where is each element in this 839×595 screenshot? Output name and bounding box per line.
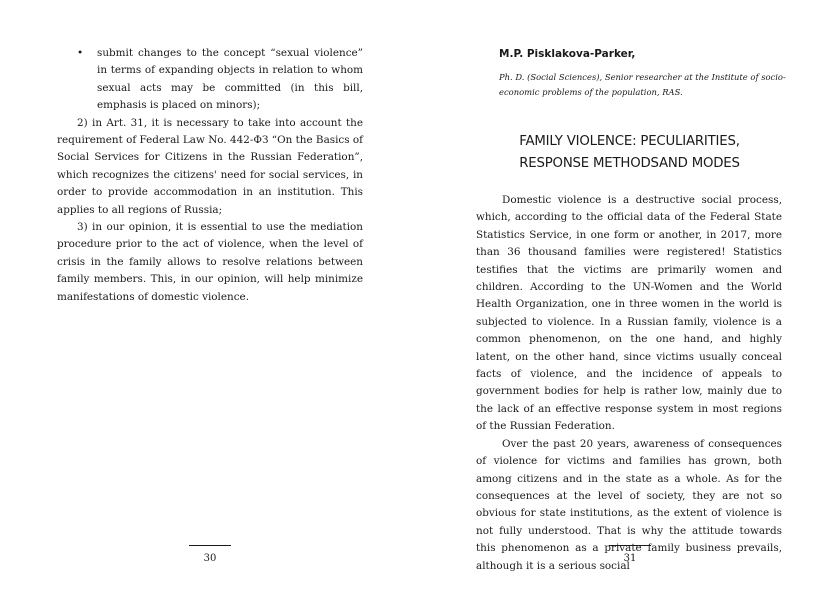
paragraph-item-2: 2) in Art. 31, it is necessary to take into account the requirement of Federal Law No. 442-ФЗ “On the Basics of Social Services for Citizens in the Russian Federation”, which recognizes the citizens' need for social services, in order to provide accommodation in an institution. This applies to all regions of Russia; xyxy=(57,116,363,216)
article-title xyxy=(460,131,799,175)
article-body xyxy=(476,192,782,575)
bullet-icon: • xyxy=(77,47,84,59)
article-title-line-2: RESPONSE METHODSAND MODES xyxy=(519,156,740,171)
article-title-line-1: FAMILY VIOLENCE: PECULIARITIES, xyxy=(519,134,740,149)
article-paragraph: Over the past 20 years, awareness of consequences of violence for victims and families has grown, both among citizens and in the state as a whole. As for the consequences at the level of society, they are not so obvious for state institutions, as the extent of violence is not fully understood. That is why the attitude towards this phenomenon as a private family business prevails, although it is a serious social xyxy=(476,437,782,572)
page-number: 30 xyxy=(203,553,217,564)
footer-rule xyxy=(189,545,231,546)
bullet-item xyxy=(57,45,363,115)
bullet-text: submit changes to the concept “sexual violence” in terms of expanding objects in relation to whom sexual acts may be committed (in this bill, emphasis is placed on minors); xyxy=(97,47,363,112)
article-paragraph: Domestic violence is a destructive social process, which, according to the official data of the Federal State Statistics Service, in one form or another, in 2017, more than 36 thousand families were registered! Statistics testifies that the victims are primarily women and children. According to the UN-Women and the World Health Organization, one in three women in the world is subjected to violence. In a Russian family, violence is a common phenomenon, on the one hand, and highly latent, on the other hand, since victims usually conceal facts of violence, and the incidence of appeals to government bodies for help is rather low, mainly due to the lack of an effective response system in most regions of the Russian Federation. xyxy=(476,194,782,433)
paragraph-item-3: 3) in our opinion, it is essential to use the mediation procedure prior to the act of violence, when the level of crisis in the family allows to resolve relations between family members. This, in our opinion, will help minimize manifestations of domestic violence. xyxy=(57,221,363,303)
left-page xyxy=(0,0,419,595)
author-affiliation: Ph. D. (Social Sciences), Senior researcher at the Institute of socio-economic problems of the population, RAS. xyxy=(499,72,786,97)
page-number: 31 xyxy=(623,553,637,564)
left-page-body xyxy=(57,45,363,306)
right-page xyxy=(420,0,839,595)
footer-rule xyxy=(609,545,651,546)
author-name: M.P. Pisklakova-Parker, xyxy=(499,48,636,60)
